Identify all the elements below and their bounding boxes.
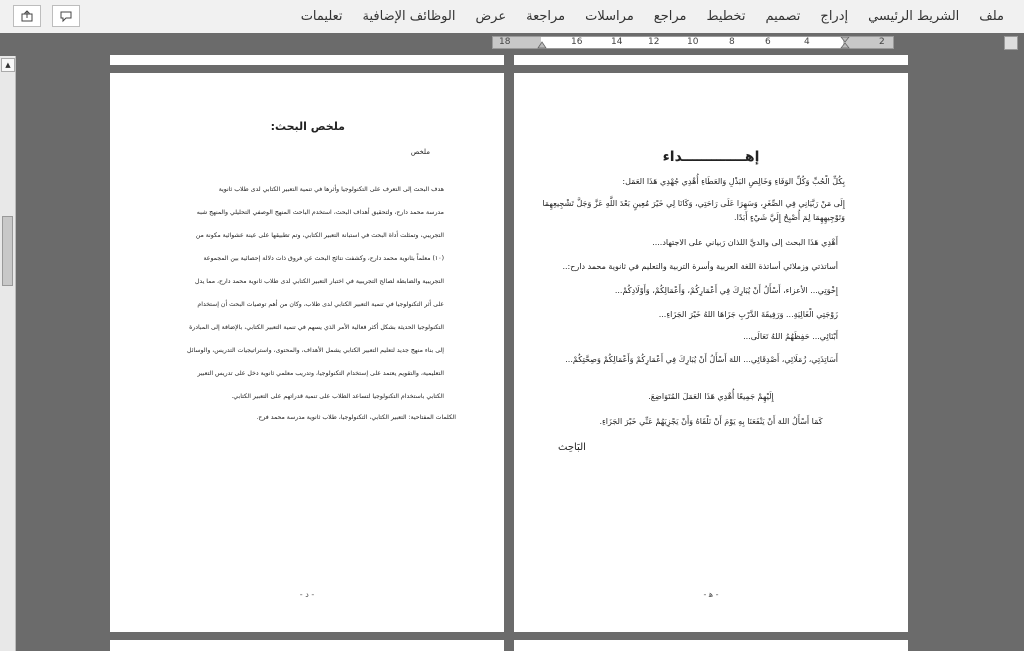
dedication-line: كَمَا أَسْأَلُ اللهَ أَنْ يَنْفَعَنَا بِهِ يَوْمَ أَنْ نَلْقَاهُ وَأَنْ يَجْزِيَهُمْ عَنِّي خَيْرَ الجَزَاءِ. xyxy=(599,417,823,426)
tab-view[interactable]: عرض xyxy=(475,9,507,24)
dedication-line: أَهْدِي هَذَا البحث إلى والديَّ اللذان رَبياني على الاجتهاد.... xyxy=(652,238,838,247)
abstract-line: هدف البحث إلى التعرف على التكنولوجيا وأثرها في تنمية التعبير الكتابي لدى طلاب ثانوية xyxy=(218,186,444,193)
tab-layout[interactable]: تخطيط xyxy=(706,9,746,24)
dedication-signature: البَاحِث xyxy=(558,442,586,453)
tab-insert[interactable]: إدراج xyxy=(820,9,849,24)
next-page-right xyxy=(514,640,908,651)
abstract-line: إلى بناء منهج جديد لتعليم التعبير الكتابي يشمل الأهداف، والمحتوى، واستراتيجيات التدريس، والوسائل xyxy=(187,347,444,354)
scroll-up-icon[interactable]: ▲ xyxy=(1,58,15,72)
page-dedication[interactable] xyxy=(514,73,908,632)
ruler-number: 4 xyxy=(804,37,810,47)
dedication-line: زَوْجَتِي الْغَالِيَةِ... وَرَفِيقَةَ الدَّرْبِ جَزَاهَا اللهُ خَيْرَ الجَزَاءِ... xyxy=(658,310,838,319)
right-indent-marker-icon[interactable] xyxy=(840,37,850,49)
dedication-line: أَبْنَائِي... حَفِظَهُمُ اللهُ تَعَالَى... xyxy=(743,332,838,341)
ruler-number: 2 xyxy=(879,37,885,47)
ribbon-tabs xyxy=(291,0,1014,33)
abstract-paragraph xyxy=(154,178,444,408)
page-number: - د - xyxy=(299,590,315,599)
previous-page-right xyxy=(514,55,908,65)
abstract-keywords: الكلمات المفتاحية: التعبير الكتابي، التكنولوجيا، طلاب ثانوية مدرسة محمد فرح. xyxy=(256,414,456,421)
abstract-line: التعليمية، والتقويم يعتمد على إستخدام التكنولوجيا، وتدريب معلمي ثانوية دخل على تدريس التعبير xyxy=(197,370,444,377)
ruler-number: 12 xyxy=(648,37,660,47)
ribbon-bar xyxy=(0,0,1024,34)
tab-references[interactable]: مراجع xyxy=(653,9,687,24)
previous-page-left xyxy=(110,55,504,65)
dedication-line: أَسَاتِذَتِي، زُمَلَائِي، أَصْدِقَائِي... اللهَ أَسْأَلُ أَنْ يُبَارِكَ فِي أَعْمَارِكُمْ وَأَعْمَالِكُمْ وَصِحَّتِكُمْ... xyxy=(565,355,838,364)
abstract-subtitle: ملخص xyxy=(410,148,430,156)
scrollbar-thumb[interactable] xyxy=(2,216,13,286)
ruler-number: 16 xyxy=(571,37,583,47)
ruler-number: 14 xyxy=(611,37,623,47)
page-abstract[interactable] xyxy=(110,73,504,632)
abstract-line: التجريبية والضابطة لصالح التجريبية في اختبار التعبير الكتابي لدى طلاب ثانوية محمد دارح، مما يدل xyxy=(194,278,444,285)
dedication-line: إِلَيْهِمْ جَمِيعًا أُهْدِي هَذَا العَمَلَ المُتَوَاضِعَ. xyxy=(648,392,774,401)
tab-addins[interactable]: الوظائف الإضافية xyxy=(362,9,456,24)
ruler-number: 8 xyxy=(729,37,735,47)
share-button[interactable] xyxy=(13,5,41,27)
tab-design[interactable]: تصميم xyxy=(765,9,801,24)
dedication-line: إِخْوَتِي... الأعزاء، أَسْأَلُ أَنْ يُبَارِكَ فِي أَعْمَارِكُمْ، وَأَعْمَالِكُمْ، وَأَوْلَادِكُمْ... xyxy=(614,286,838,295)
page-number: - ﻫ - xyxy=(703,590,719,599)
ruler-margin-right xyxy=(843,37,893,48)
abstract-line: التجريبي، وتمثلت أداة البحث في استبانة التعبير الكتابي، وتم تطبيقها على عينة عشوائية مكونة من xyxy=(195,232,444,239)
abstract-line: الكتابي باستخدام التكنولوجيا لتساعد الطلاب على تنمية قدراتهم على التعبير الكتابي. xyxy=(231,393,444,400)
tab-home[interactable]: الشريط الرئيسي xyxy=(868,9,960,24)
next-page-left xyxy=(110,640,504,651)
tab-file[interactable]: ملف xyxy=(979,9,1004,24)
ruler-corner-button[interactable] xyxy=(1004,36,1018,50)
abstract-line: التكنولوجيا الحديثة بشكل أكثر فعالية الأمر الذي يسهم في تنمية التعبير الكتابي، بالإضافة إلى المبادرة xyxy=(189,324,444,331)
vertical-scrollbar[interactable] xyxy=(0,56,16,651)
share-icon xyxy=(20,9,34,23)
tab-help[interactable]: تعليمات xyxy=(300,9,343,24)
tab-mailings[interactable]: مراسلات xyxy=(585,9,634,24)
dedication-line: أساتذتي وزملائي أساتذة اللغة العربية وأسرة التربية والتعليم في ثانوية محمد دارح:.. xyxy=(562,262,838,271)
dedication-line: إِلَى مَنْ رَبَّيَانِي فِي الصِّغَرِ، وَسَهِرَا عَلَى رَاحَتِي، وَكَانَا لِي خَيْرَ مُعِينٍ بَعْدَ اللَّهِ عَزَّ وَجَلَّ تَشْجِيعِهِمَا وَتَوْجِيهِهِمَا لِمَ أُصْبِحُ إِلَيَّ شَيْءٍ أَبَدًا. xyxy=(542,199,845,222)
ruler-number: 10 xyxy=(687,37,699,47)
abstract-line: (١٠) معلماً بثانوية محمد دارح، وكشفت نتائج البحث عن فروق ذات دلالة إحصائية بين المجموعة xyxy=(203,255,444,262)
comments-button[interactable] xyxy=(52,5,80,27)
comment-icon xyxy=(59,9,73,23)
tab-review[interactable]: مراجعة xyxy=(526,9,566,24)
indent-marker-icon[interactable] xyxy=(537,37,547,49)
horizontal-ruler[interactable] xyxy=(492,36,894,49)
abstract-line: مدرسة محمد دارح، ولتحقيق أهداف البحث، استخدم الباحث المنهج الوصفي التحليلي والمنهج شبه xyxy=(196,209,444,216)
dedication-line: بِكُلِّ الْحُبِّ وَكُلِّ الوَفَاءِ وَخَالِصِ البَذْلِ وَالعَطَاءِ أُهْدِي جُهْدِي هَذَا العَمَل: xyxy=(622,177,845,186)
ruler-number: 6 xyxy=(765,37,771,47)
abstract-title: ملخص البحث: xyxy=(270,120,345,133)
ruler-number: 18 xyxy=(499,37,511,47)
abstract-line: على أثر التكنولوجيا في تنمية التعبير الكتابي لدى طلاب، وكان من أهم توصيات البحث أن إستخدام xyxy=(197,301,444,308)
dedication-title: إهـــــــــــــداء xyxy=(662,149,760,165)
